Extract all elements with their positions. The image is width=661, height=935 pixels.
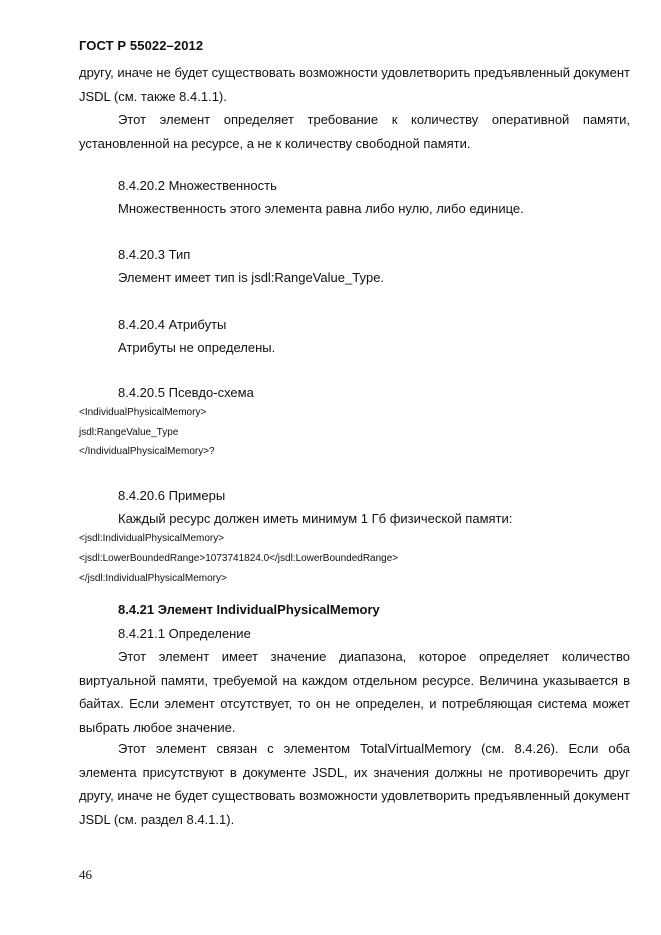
section-heading-element: 8.4.21 Элемент IndividualPhysicalMemory — [118, 602, 380, 617]
section-text-multiplicity: Множественность этого элемента равна либо нулю, либо единице. — [118, 201, 524, 216]
code-line: <jsdl:LowerBoundedRange>1073741824.0</jsdl:LowerBoundedRange> — [79, 553, 399, 564]
code-line: </jsdl:IndividualPhysicalMemory> — [79, 573, 227, 584]
section-heading-pseudo-schema: 8.4.20.5 Псевдо-схема — [118, 385, 254, 400]
section-heading-attributes: 8.4.20.4 Атрибуты — [118, 317, 227, 332]
code-line: <jsdl:IndividualPhysicalMemory> — [79, 533, 225, 544]
code-line: </IndividualPhysicalMemory>? — [79, 446, 215, 457]
section-heading-multiplicity: 8.4.20.2 Множественность — [118, 178, 277, 193]
code-line: <IndividualPhysicalMemory> — [79, 407, 207, 418]
paragraph-relation: Этот элемент связан с элементом TotalVirtualMemory (см. 8.4.26). Если оба элемента присутствуют в документе JSDL, их значения должны не противоречить друг другу, иначе не будет существовать возможности удовлетворить предъявленный документ JSDL (см. раздел 8.4.1.1). — [79, 741, 630, 827]
paragraph-memory-requirement: Этот элемент определяет требование к количеству оперативной памяти, установленной на ресурсе, а не к количеству свободной памяти. — [79, 112, 630, 151]
section-text-type: Элемент имеет тип is jsdl:RangeValue_Type. — [118, 270, 385, 285]
section-text-examples: Каждый ресурс должен иметь минимум 1 Гб физической памяти: — [118, 511, 513, 526]
section-heading-definition: 8.4.21.1 Определение — [118, 626, 251, 641]
section-heading-examples: 8.4.20.6 Примеры — [118, 488, 226, 503]
section-text-attributes: Атрибуты не определены. — [118, 340, 276, 355]
paragraph-continuation: другу, иначе не будет существовать возможности удовлетворить предъявленный документ JSDL (см. также 8.4.1.1). — [79, 65, 630, 104]
page-number: 46 — [79, 867, 92, 882]
paragraph-definition: Этот элемент имеет значение диапазона, которое определяет количество виртуальной памяти, требуемой на каждом отдельном ресурсе. Величина указывается в байтах. Если элемент отсутствует, то он не определен, и потребляющая система может выбрать любое значение. — [79, 649, 630, 735]
section-heading-type: 8.4.20.3 Тип — [118, 247, 191, 262]
document-header: ГОСТ Р 55022–2012 — [79, 38, 204, 53]
code-line: jsdl:RangeValue_Type — [79, 427, 179, 438]
